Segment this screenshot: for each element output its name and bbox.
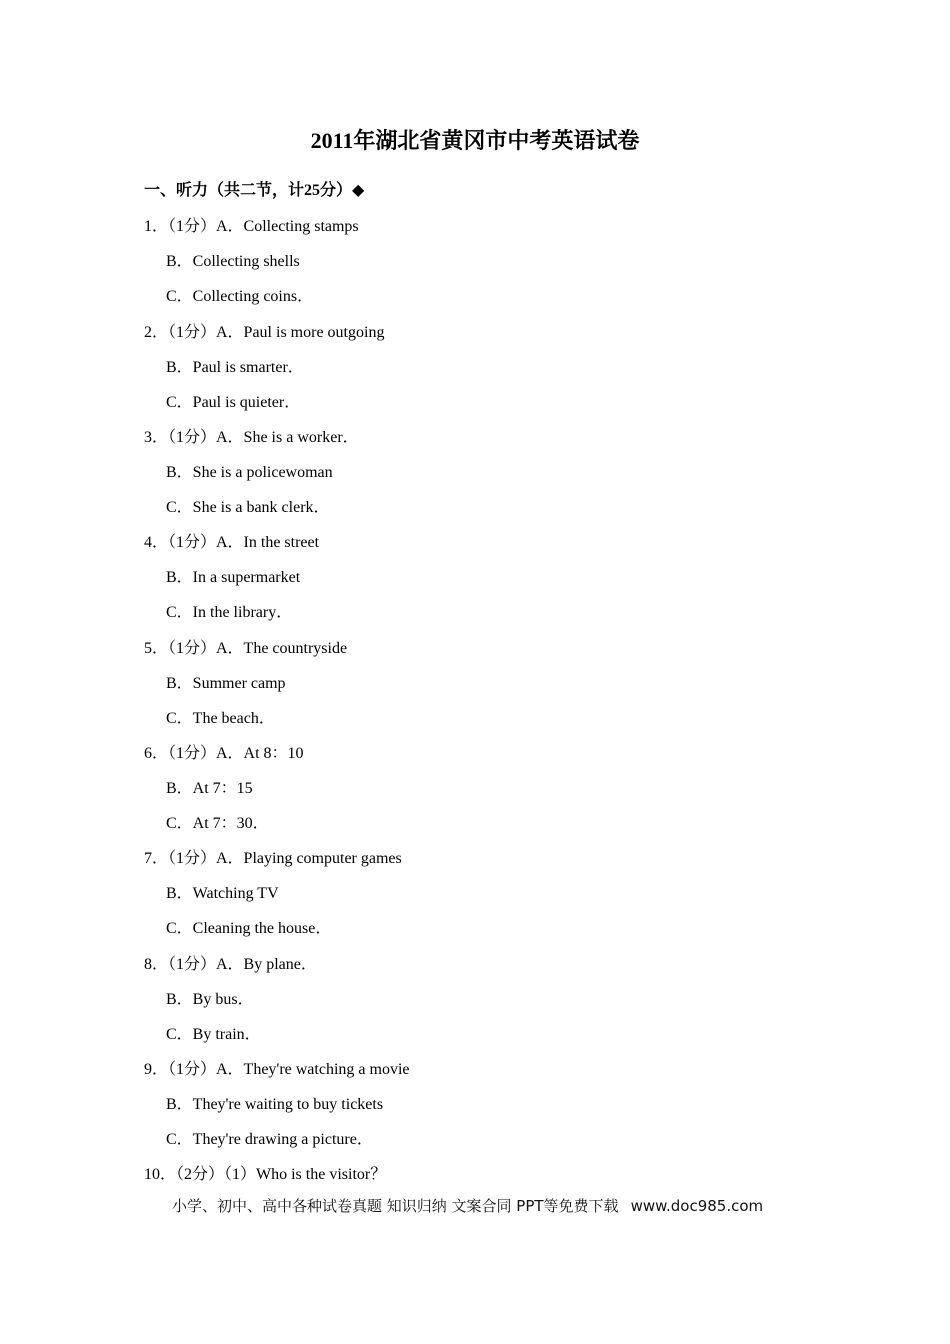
question-stem: 3．（1分）A．She is a worker． (144, 429, 359, 446)
question-5 (0, 637, 950, 727)
question-stem: 1．（1分）A．Collecting stamps (144, 218, 359, 235)
question-stem: 7．（1分）A．Playing computer games (144, 850, 402, 867)
question-1 (0, 215, 950, 305)
footer-url-link[interactable]: www.doc985.com (630, 1197, 764, 1215)
question-stem: 9．（1分）A．They're watching a movie (144, 1061, 410, 1078)
option-b: B．Collecting shells (166, 253, 300, 270)
option-b: B．Paul is smarter． (166, 359, 304, 376)
question-stem: 6．（1分）A．At 8：10 (144, 745, 304, 762)
option-b: B．By bus． (166, 991, 254, 1008)
option-b: B．At 7：15 (166, 780, 253, 797)
footer-text: 小学、初中、高中各种试卷真题 知识归纳 文案合同 PPT等免费下载 (172, 1197, 619, 1215)
option-b: B．In a supermarket (166, 569, 301, 586)
section-heading: 一、听力（共二节，计25分）◆ (144, 182, 365, 199)
question-stem: 4．（1分）A．In the street (144, 534, 320, 551)
question-6 (0, 742, 950, 832)
question-stem: 10．（2分）（1）Who is the visitor？ (144, 1166, 387, 1183)
question-2 (0, 321, 950, 411)
question-stem: 8．（1分）A．By plane． (144, 956, 317, 973)
question-8 (0, 953, 950, 1043)
question-7 (0, 847, 950, 937)
page-title: 2011年湖北省黄冈市中考英语试卷 (310, 128, 640, 153)
option-c: C．The beach． (166, 710, 275, 727)
option-c: C．By train． (166, 1026, 261, 1043)
option-c: C．They're drawing a picture． (166, 1131, 373, 1148)
option-c: C．Paul is quieter． (166, 394, 301, 411)
question-9 (0, 1058, 950, 1148)
footer-banner (172, 1194, 763, 1218)
option-b: B．Watching TV (166, 885, 279, 902)
option-c: C．In the library． (166, 604, 293, 621)
question-4 (0, 531, 950, 621)
option-c: C．At 7：30． (166, 815, 269, 832)
option-c: C．Cleaning the house． (166, 920, 332, 937)
option-c: C．Collecting coins． (166, 288, 314, 305)
option-b: B．They're waiting to buy tickets (166, 1096, 384, 1113)
question-10 (0, 1163, 950, 1198)
question-stem: 5．（1分）A．The countryside (144, 640, 348, 657)
option-b: B．Summer camp (166, 675, 286, 692)
question-3 (0, 426, 950, 516)
question-stem: 2．（1分）A．Paul is more outgoing (144, 324, 385, 341)
option-c: C．She is a bank clerk． (166, 499, 330, 516)
option-b: B．She is a policewoman (166, 464, 333, 481)
